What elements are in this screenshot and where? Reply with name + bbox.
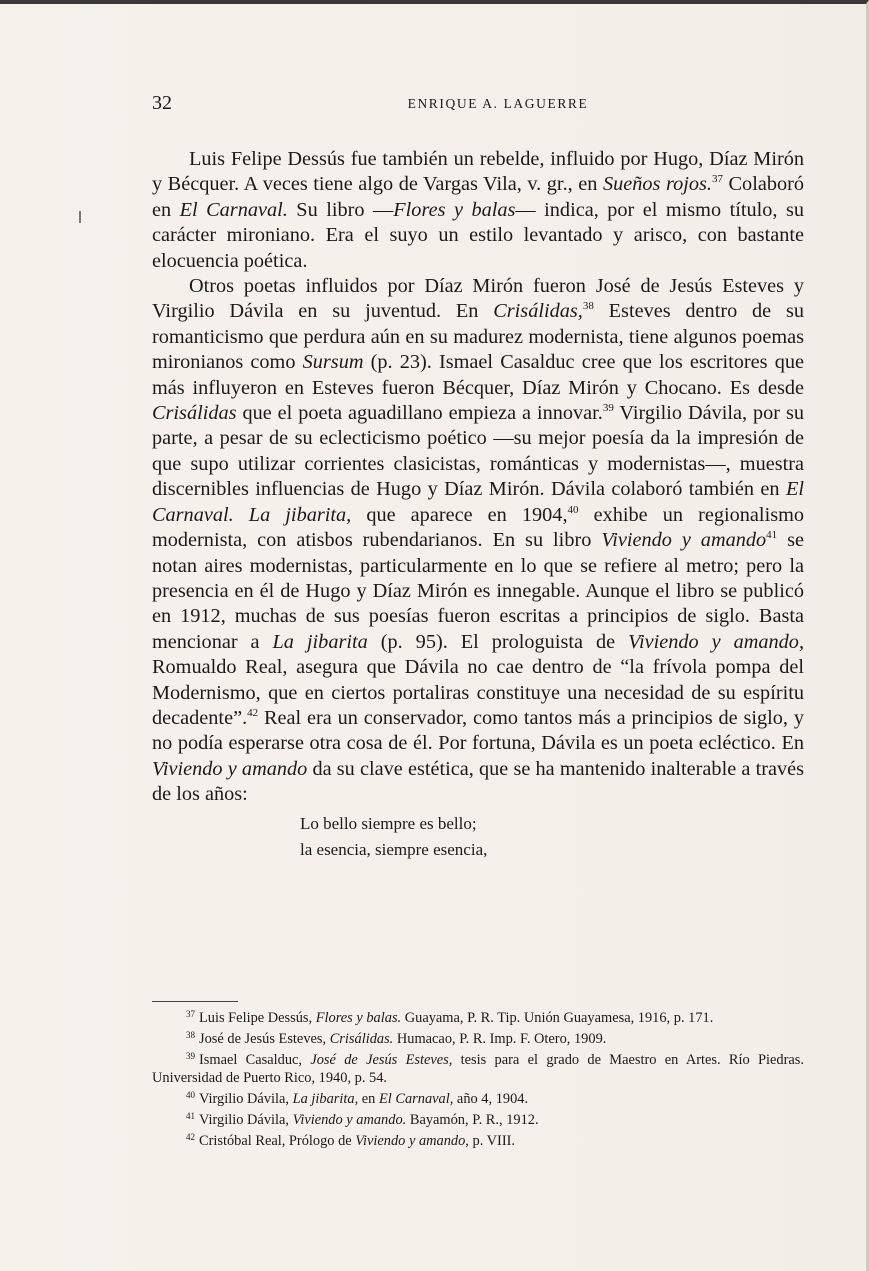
text: Real era un conservador, como tantos más a principios de siglo, y no podía esperarse otra cosa de él. Por fortuna, Dávila es un poeta ecléctico. En	[152, 706, 804, 755]
title-italic: El Carnaval.	[179, 198, 288, 221]
title-italic: La jibarita,	[292, 1090, 359, 1107]
text: exhibe un regionalismo modernista, con atisbos rubendarianos. En su libro	[152, 503, 805, 552]
title-italic: Viviendo y amando.	[292, 1112, 407, 1129]
paragraph-2	[152, 274, 804, 808]
text: — indica, por el mismo título, su carácter mironiano. Era el suyo un estilo levantado y arisco, con bastante elocuencia poética.	[152, 198, 804, 272]
text: (p. 23). Ismael Casalduc cree que los escritores que más influyeron en Esteves fueron Bécquer, Díaz Mirón y Chocano. Es desde	[152, 351, 804, 399]
footnote-number: 42	[186, 1132, 195, 1143]
text: Otros poetas influidos por Díaz Mirón fueron José de Jesús Esteves y Virgilio Dávila en su juventud. En	[152, 275, 804, 323]
title-italic: Crisálidas	[152, 402, 237, 425]
body-text	[152, 147, 804, 863]
text: en	[358, 1090, 379, 1107]
title-italic: La jibarita,	[248, 503, 352, 526]
verse-quote	[152, 811, 804, 863]
text: Romualdo Real, asegura que Dávila no cae dentro de “la frívola pompa del Modernismo, que en ciertos portaliras constituye una necesidad de su espíritu decadente”.	[152, 656, 804, 729]
footnote-number: 37	[186, 1009, 195, 1019]
footnote-ref: 40	[567, 503, 579, 516]
text: que aparece en 1904,	[351, 503, 568, 526]
verse-line-2: la esencia, siempre esencia,	[300, 839, 488, 859]
text: Cristóbal Real, Prólogo de	[199, 1133, 356, 1150]
verse-line-1: Lo bello siempre es bello;	[300, 813, 477, 833]
footnote-number: 40	[186, 1089, 195, 1100]
text: Bayamón, P. R., 1912.	[406, 1112, 539, 1129]
text: Luis Felipe Dessús fue también un rebelde, influido por Hugo, Díaz Mirón y Bécquer. A veces tiene algo de Vargas Vila, v. gr., en	[152, 148, 804, 196]
text: Virgilio Dávila,	[199, 1090, 293, 1107]
footnote-ref: 39	[602, 402, 614, 415]
title-italic: El Carnaval.	[152, 478, 804, 526]
running-head: ENRIQUE A. LAGUERRE	[407, 96, 589, 111]
text: José de Jesús Esteves,	[199, 1031, 330, 1048]
footnote-38	[152, 1027, 804, 1048]
text: Humacao, P. R. Imp. F. Otero, 1909.	[393, 1031, 607, 1048]
footnote-number: 38	[186, 1030, 195, 1041]
footnote-40	[152, 1087, 804, 1108]
text: se notan aires modernistas, particularmente en lo que se refiere al metro; pero la presencia en él de Hugo y Díaz Mirón es innegable. Aunque el libro se publicó en 1912, muchas de sus poesías fueron escritas a principios de siglo. Basta mencionar a	[152, 529, 805, 653]
title-italic: Viviendo y amando	[152, 757, 308, 780]
title-italic: Viviendo y amando	[601, 529, 767, 552]
footnote-41	[152, 1108, 804, 1129]
title-italic: Viviendo y amando,	[628, 630, 805, 653]
title-italic: Flores y balas	[393, 198, 516, 221]
title-italic: Crisálidas.	[329, 1031, 394, 1048]
paragraph-1	[152, 147, 804, 274]
footnote-37	[152, 1006, 804, 1027]
footnote-number: 39	[186, 1051, 195, 1062]
text: Ismael Casalduc,	[199, 1052, 311, 1069]
footnote-number: 41	[186, 1111, 195, 1122]
title-italic: Flores y balas.	[315, 1010, 402, 1026]
footnotes	[152, 1006, 804, 1150]
title-italic: Crisálidas,	[493, 300, 583, 323]
text: año 4, 1904.	[453, 1090, 529, 1107]
page-number: 32	[152, 92, 172, 114]
page-header	[152, 92, 804, 118]
text: Su libro —	[287, 198, 394, 221]
footnote-42	[152, 1129, 804, 1150]
text: que el poeta aguadillano empieza a innovar.	[236, 402, 603, 425]
footnote-ref: 41	[766, 529, 778, 542]
footnote-divider	[152, 1001, 238, 1002]
text: Colaboró en	[152, 173, 805, 221]
text: Luis Felipe Dessús,	[199, 1010, 316, 1026]
text: tesis para el grado de Maestro en Artes. Río Piedras. Universidad de Puerto Rico, 1940, p. 54.	[152, 1052, 804, 1086]
text: (p. 95). El prologuista de	[367, 630, 629, 653]
title-italic: Viviendo y amando,	[355, 1133, 469, 1150]
text: Virgilio Dávila, por su parte, a pesar de su eclecticismo poético —su mejor poesía da la impresión de que supo utilizar corrientes clasicistas, románticas y modernistas—, muestra discernibles influencias de Hugo y Díaz Mirón. Dávila colaboró también en	[152, 402, 804, 501]
text: Esteves dentro de su romanticismo que perdura aún en su madurez modernista, tiene algunos poemas mironianos como	[152, 300, 804, 374]
title-italic: José de Jesús Esteves,	[310, 1052, 453, 1069]
title-italic: La jibarita	[272, 630, 368, 653]
title-italic: El Carnaval,	[378, 1090, 454, 1107]
footnote-ref: 37	[711, 173, 723, 186]
title-italic: Sursum	[302, 351, 364, 374]
text: Guayama, P. R. Tip. Unión Guayamesa, 1916, p. 171.	[401, 1010, 714, 1026]
margin-mark	[79, 211, 81, 223]
text: da su clave estética, que se ha mantenido inalterable a través de los años:	[152, 757, 804, 806]
text: p. VIII.	[468, 1133, 516, 1150]
text: Virgilio Dávila,	[199, 1112, 293, 1129]
footnote-ref: 42	[247, 706, 259, 719]
footnote-39	[152, 1048, 804, 1086]
title-italic: Sueños rojos.	[602, 173, 712, 196]
footnote-ref: 38	[582, 300, 594, 313]
